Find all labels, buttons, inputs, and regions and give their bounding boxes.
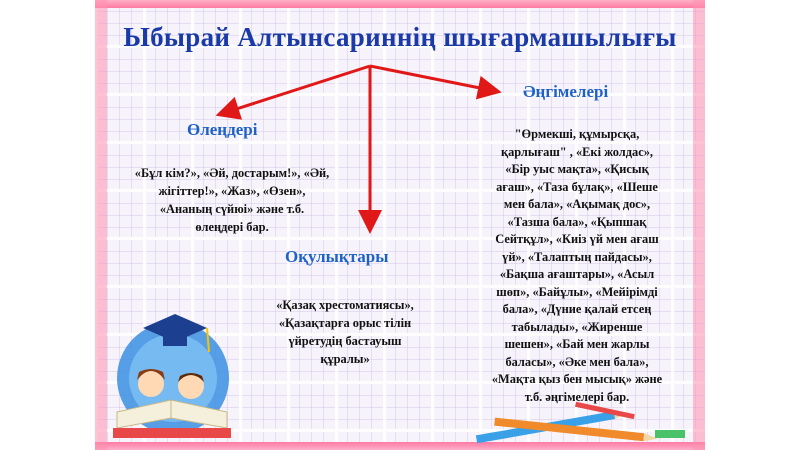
text-line: мен бала», «Ақымақ дос», xyxy=(503,197,651,211)
text-line: Сейтқұл», «Киіз үй мен ағаш xyxy=(495,232,659,246)
text-line: қарлығаш" , «Екі жолдас», xyxy=(500,144,654,159)
text-line: ағаш», «Таза бұлақ», «Шеше xyxy=(496,179,658,194)
arrow-to-stories xyxy=(370,66,490,90)
text-line: «Бақша ағаштары», «Асыл xyxy=(499,267,655,281)
poems-text xyxy=(97,164,367,236)
textbooks-text xyxy=(245,296,445,368)
arrow-to-poems xyxy=(227,66,370,112)
text-line: үйретудің бастауыш xyxy=(288,334,402,348)
text-line: шешен», «Бай мен жарлы xyxy=(504,337,650,351)
poems-heading: Өлеңдері xyxy=(187,120,258,139)
text-line: «Қазақ хрестоматиясы», xyxy=(276,298,414,312)
slide-title: Ыбырай Алтынсариннің шығармашылығы xyxy=(123,22,677,52)
text-line: бала», «Дүние қалай етсең xyxy=(502,302,652,316)
text-line: «Тазша бала», «Қыпшақ xyxy=(507,214,647,229)
slide xyxy=(95,0,705,450)
text-line: «Мақта қыз бен мысық» және xyxy=(491,372,663,386)
text-line: «Бір уыс мақта», «Қисық xyxy=(505,162,649,176)
pencils-decoration xyxy=(455,400,695,445)
text-line: «Бұл кім?», «Әй, достарым!», «Әй, xyxy=(134,166,330,180)
text-line: құралы» xyxy=(320,352,370,366)
stories-text xyxy=(467,126,687,406)
text-line: «Ананың сүйюі» және т.б. xyxy=(159,202,305,216)
school-kids-clipart xyxy=(103,300,233,442)
text-line: шөп», «Байұлы», «Мейірімді xyxy=(496,284,658,299)
text-line: үй», «Талаптың пайдасы», xyxy=(502,249,652,264)
text-line: «Қазақтарға орыс тілін xyxy=(278,316,412,330)
text-line: т.б. әңгімелері бар. xyxy=(524,389,630,404)
stories-heading: Әңгімелері xyxy=(523,82,609,101)
text-line: өлеңдері бар. xyxy=(195,220,269,234)
girl-face-icon xyxy=(138,371,164,397)
textbooks-heading: Оқулықтары xyxy=(285,247,389,266)
text-line: баласы», «Әке мен бала», xyxy=(505,354,649,369)
text-line: табылады», «Жиренше xyxy=(511,319,643,334)
text-line: жігіттер!», «Жаз», «Өзен», xyxy=(158,184,306,198)
text-line: "Өрмекші, құмырсқа, xyxy=(514,127,640,141)
